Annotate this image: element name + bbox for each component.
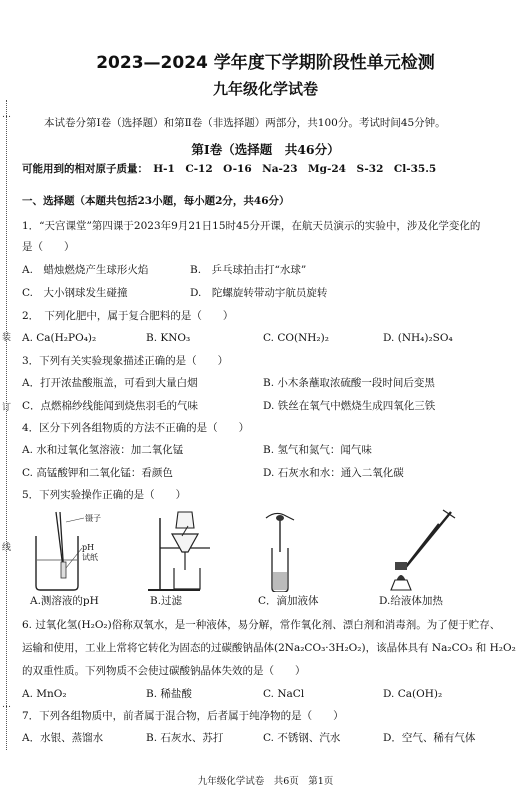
q7-option-c: C. 不锈钢、汽水 [263,732,341,744]
q5-figure-c [250,508,350,608]
exam-intro: 本试卷分第Ⅰ卷（选择题）和第Ⅱ卷（非选择题）两部分，共100分。考试时间45分钟。 [44,117,446,129]
q2-option-a: A. Ca(H₂PO₄)₂ [22,332,97,344]
q6-option-c: C. NaCl [263,688,305,700]
q3-option-c: C．点燃棉纱线能闻到烧焦羽毛的气味 [22,400,199,412]
fig-a-caption: A.测溶液的pH [30,595,99,607]
q1-option-d: D. 陀螺旋转带动宇航员旋转 [190,287,328,299]
atomic-masses: 可能用到的相对原子质量： H-1 C-12 O-16 Na-23 Mg-24 S-32 Cl-35.5 [22,163,437,175]
exam-subtitle: 九年级化学试卷 [212,80,318,98]
q2-stem: 2． 下列化肥中，属于复合肥料的是（ ） [22,310,234,322]
q2-option-c: C. CO(NH₂)₂ [263,332,329,344]
binding-mark: 线 [2,543,12,553]
binding-mark: … [2,110,11,120]
q6-option-d: D. Ca(OH)₂ [383,688,443,700]
q7-option-b: B. 石灰水、苏打 [146,732,224,744]
fig-a-label-tweezers: 镊子 [85,514,101,523]
q6-line2: 运输和使用，工业上常将它转化为固态的过碳酸钠晶体(2Na₂CO₃·3H₂O₂)，该晶体具有 Na₂CO₃ 和 H₂O₂ [22,642,516,654]
q3-option-d: D. 铁丝在氧气中燃烧生成四氧化三铁 [263,400,436,412]
q3-option-b: B. 小木条蘸取浓硫酸一段时间后变黑 [263,377,435,389]
q6-line3: 的双重性质。下列物质不会使过碳酸钠晶体失效的是（ ） [22,665,306,677]
q4-option-b: B. 氢气和氮气：闻气味 [263,444,372,456]
ph-test-illustration [26,508,126,592]
q6-option-b: B. 稀盐酸 [146,688,192,700]
binding-line [6,100,13,750]
q5-figure-a [26,508,126,608]
q4-stem: 4．区分下列各组物质的方法不正确的是（ ） [22,422,250,434]
part1-title: 第Ⅰ卷（选择题 共46分） [191,142,340,157]
page-footer: 九年级化学试卷 共6页 第1页 [197,776,334,787]
q7-stem: 7．下列各组物质中，前者属于混合物，后者属于纯净物的是（ ） [22,710,344,722]
section1-title: 一、选择题（本题共包括23小题，每小题2分，共46分） [22,195,290,207]
binding-mark: 订 [2,403,12,413]
fig-a-label-paper: 试纸 [82,553,98,562]
q3-option-a: A．打开浓盐酸瓶盖，可看到大量白烟 [22,377,198,389]
dropper-illustration [250,508,350,592]
q1-stem-line1: 1．“天宫课堂”第四课于2023年9月21日15时45分开课，在航天员演示的实验中，涉及化学变化的 [22,220,481,232]
q4-option-d: D. 石灰水和水：通入二氧化碳 [263,467,404,479]
fig-b-caption: B.过滤 [150,595,183,607]
fig-a-label-ph: pH [82,543,95,552]
q5-figure-d [365,508,475,608]
q4-option-c: C. 高锰酸钾和二氧化锰：看颜色 [22,467,173,479]
binding-mark: 装 [2,333,12,343]
q7-option-d: D．空气、稀有气体 [383,732,476,744]
q5-stem: 5．下列实验操作正确的是（ ） [22,489,187,501]
q1-option-b: B. 乒乓球拍击打“水球” [190,264,307,276]
q7-option-a: A．水银、蒸馏水 [22,732,104,744]
q1-stem-line2: 是（ ） [22,241,75,253]
q2-option-b: B. KNO₃ [146,332,191,344]
q4-option-a: A. 水和过氧化氢溶液：加二氧化锰 [22,444,184,456]
fig-d-caption: D.给液体加热 [379,595,443,607]
exam-title: 2023—2024 学年度下学期阶段性单元检测 [96,53,435,73]
q6-option-a: A. MnO₂ [22,688,67,700]
fig-c-caption: C．滴加液体 [258,595,319,607]
q3-stem: 3．下列有关实验现象描述正确的是（ ） [22,355,229,367]
q6-line1: 6. 过氧化氢(H₂O₂)俗称双氧水，是一种液体，易分解，常作氧化剂、漂白剂和消毒剂。为了便于贮存、 [22,619,501,631]
binding-mark: … [2,700,11,710]
filtration-illustration [140,508,240,592]
q5-figure-b [140,508,240,608]
q1-option-a: A. 蜡烛燃烧产生球形火焰 [22,264,149,276]
heating-illustration [365,508,475,592]
q2-option-d: D. (NH₄)₂SO₄ [383,332,453,344]
q1-option-c: C. 大小钢球发生碰撞 [22,287,128,299]
